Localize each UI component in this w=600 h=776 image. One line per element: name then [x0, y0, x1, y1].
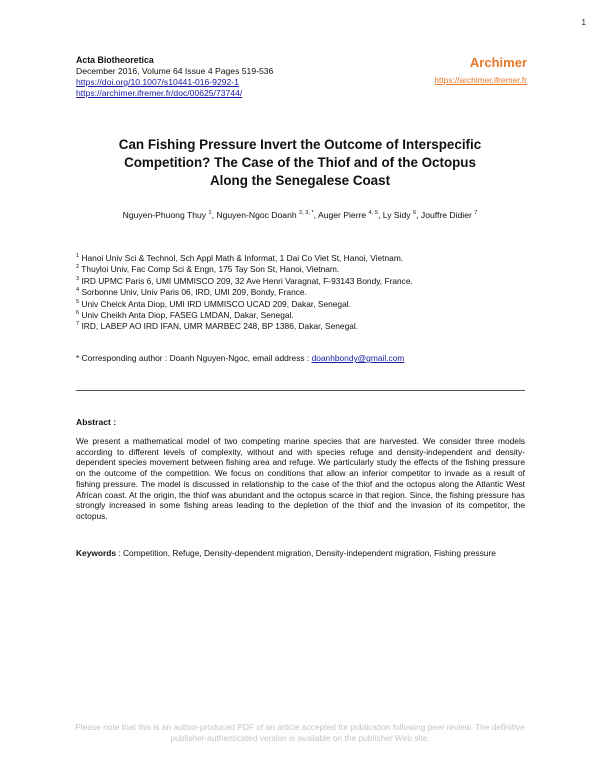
affiliation: $^4$ Sorbonne Univ, Univ Paris 06, IRD, UMI 209, Bondy, France.: [76, 287, 307, 298]
journal-citation: [76, 55, 273, 99]
keywords-text: : Competition, Refuge, Density-dependent migration, Density-independent migration, Fishing pressure: [116, 548, 496, 558]
journal-issue: December 2016, Volume 64 Issue 4 Pages 519-536: [76, 66, 274, 76]
affiliation: $^6$ Univ Cheikh Anta Diop, FASEG LMDAN, Dakar, Senegal.: [76, 310, 294, 321]
author-list: [0, 210, 600, 220]
title-line-3: Along the Senegalese Coast: [209, 173, 391, 188]
author: Jouffre Didier $^7$: [420, 210, 478, 220]
title-line-2: Competition? The Case of the Thiof and of the Octopus: [124, 155, 476, 170]
author: Nguyen-Ngoc Doanh $^{2, 3, *}$,: [216, 210, 318, 220]
doi-link[interactable]: https://doi.org/10.1007/s10441-016-9292-1: [76, 77, 239, 87]
archimer-link[interactable]: https://archimer.ifremer.fr: [434, 75, 527, 85]
corresponding-label: * Corresponding author : Doanh Nguyen-Ngoc, email address :: [76, 353, 312, 363]
author: Nguyen-Phuong Thuy $^1$,: [122, 210, 217, 220]
affiliation-list: [76, 253, 413, 333]
email-link[interactable]: doanhbondy@gmail.com: [311, 353, 405, 363]
footer-line-1: Please note that this is an author-produced PDF of an article accepted for publication following peer review. The definitive: [75, 722, 525, 732]
affiliation: $^1$ Hanoi Univ Sci & Technol, Sch Appl Math & Informat, 1 Dai Co Viet St, Hanoi, Vietnam.: [76, 253, 404, 263]
paper-title: [70, 136, 530, 190]
affiliation: $^5$ Univ Cheick Anta Diop, UMI IRD UMMISCO UCAD 209, Dakar, Senegal.: [76, 298, 351, 309]
keywords: [76, 548, 525, 559]
footer-note: [30, 722, 570, 745]
footer-line-2: publisher-authenticated version is available on the publisher Web site.: [170, 733, 430, 744]
journal-name: Acta Biotheoretica: [76, 55, 154, 65]
title-line-1: Can Fishing Pressure Invert the Outcome of Interspecific: [118, 137, 482, 152]
page-number: 1: [581, 18, 586, 27]
keywords-label: Keywords: [76, 548, 117, 558]
abstract-heading: Abstract :: [76, 417, 117, 427]
archimer-logo: Archimer: [469, 55, 527, 70]
abstract-body: We present a mathematical model of two competing marine species that are harvested. We consider three models according to different levels of complexity, without and with species refuge and density-independent and density-dependent species movement between fishing area and refuge. We particularly study the effects of the fishing pressure on the outcome of the competition. We focus on conditions that allow an inferior competitor to invade as a result of fishing pressure. The model is discussed in relationship to the case of the thiof and the octopus along the Atlantic West African coast. At the origin, the thiof was abundant and the octopus scarce in that region. Since, the fishing pressure has strongly increased in some fishing areas leading to the depletion of the thiof and the invasion of its competitor, the octopus.: [76, 436, 525, 521]
archive-link[interactable]: https://archimer.ifremer.fr/doc/00625/73744/: [76, 88, 243, 98]
author: Ly Sidy $^6$,: [382, 210, 421, 220]
author: Auger Pierre $^{4, 5}$,: [317, 210, 383, 220]
corresponding-author: [76, 353, 404, 363]
affiliation: $^7$ IRD, LABEP AO IRD IFAN, UMR MARBEC 248, BP 1386, Dakar, Senegal.: [76, 321, 359, 332]
affiliation: $^2$ Thuyloi Univ, Fac Comp Sci & Engn, 175 Tay Son St, Hanoi, Vietnam.: [76, 264, 340, 275]
archimer-branding: [434, 55, 527, 88]
affiliation: $^3$ IRD UPMC Paris 6, UMI UMMISCO 209, 32 Ave Henri Varagnat, F-93143 Bondy, France.: [76, 275, 413, 286]
section-divider: [76, 390, 525, 391]
